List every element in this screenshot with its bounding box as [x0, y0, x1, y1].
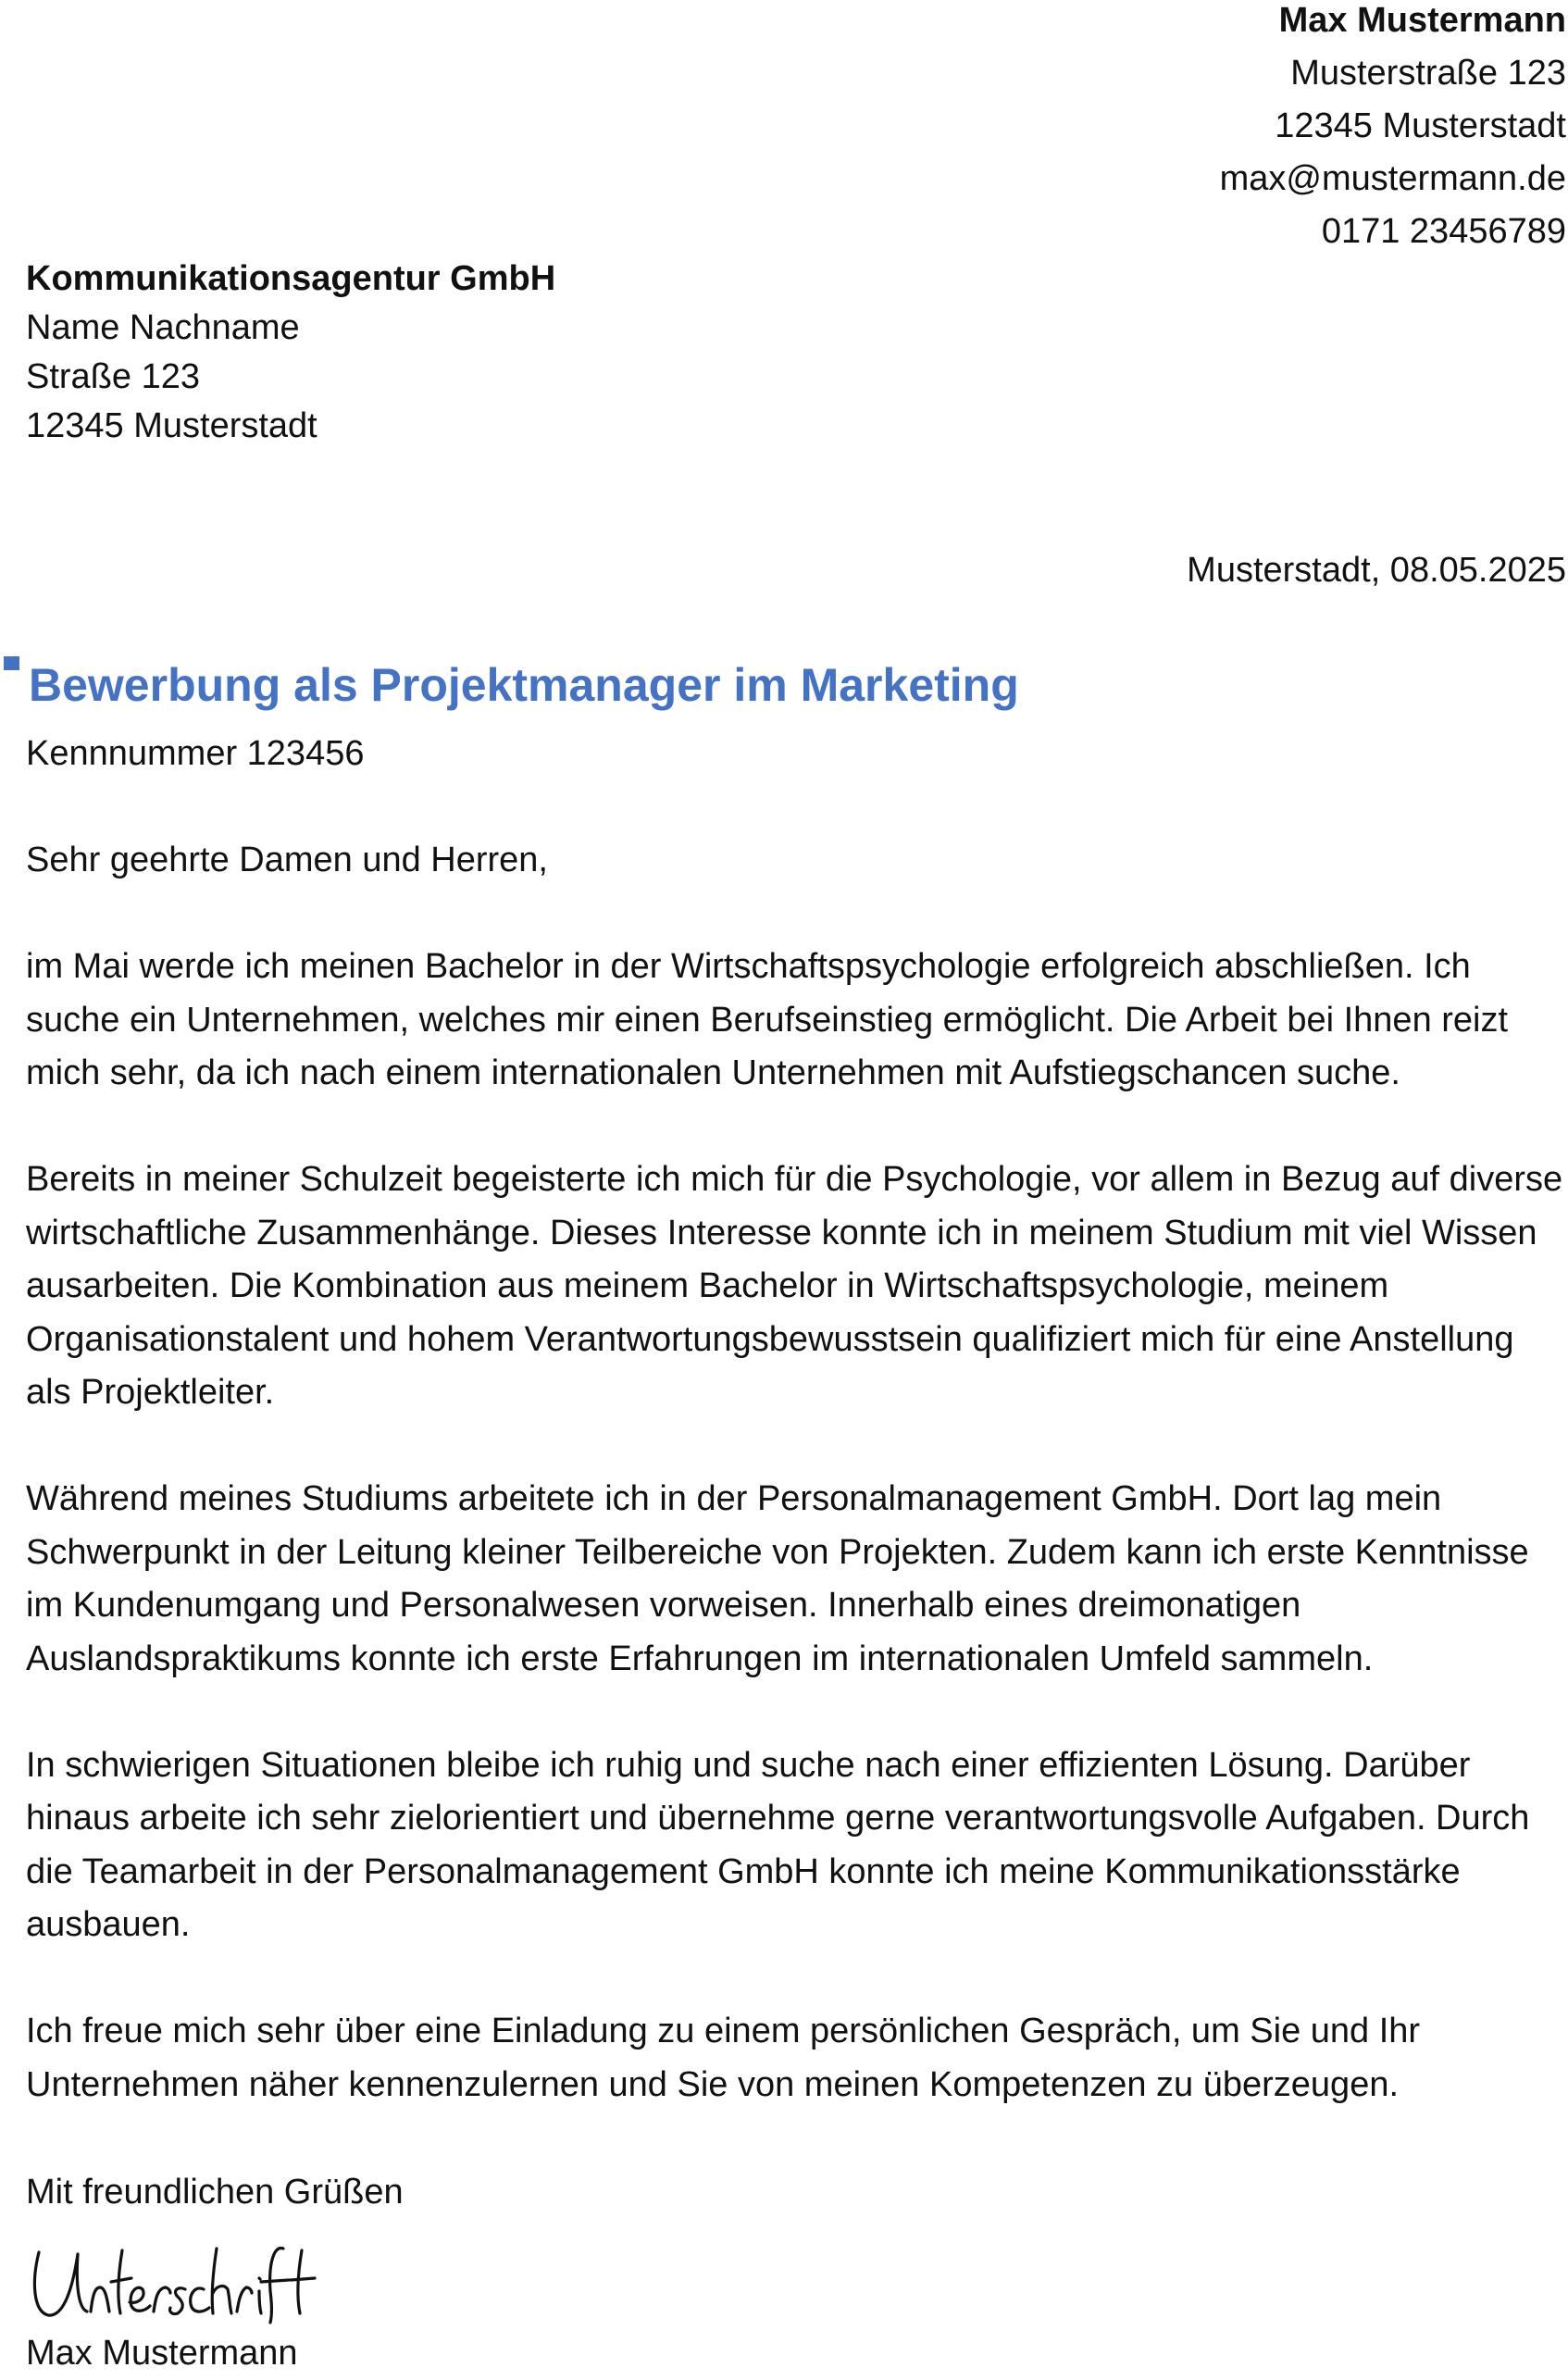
salutation: Sehr geehrte Damen und Herren,: [26, 841, 548, 879]
closing-phrase: Mit freundlichen Grüßen: [26, 2173, 404, 2212]
sender-phone: 0171 23456789: [1321, 212, 1566, 251]
body-paragraph: Bereits in meiner Schulzeit begeisterte ich mich für die Psychologie, vor allem in Bezug auf diverse wirtschaftliche Zusammenhänge. Dieses Interesse konnte ich in meinem Studium mit viel Wissen ausarbeiten. Die Kombination aus meinem Bachelor in Wirtschaftspsychologie, meinem Organisationstalent und hohem Verantwortungsbewusstsein qualifiziert mich für eine Anstellung als Projektleiter.: [26, 1160, 1563, 1412]
body-paragraph: Während meines Studiums arbeitete ich in der Personalmanagement GmbH. Dort lag mein Schwerpunkt in der Leitung kleiner Teilbereiche von Projekten. Zudem kann ich erste Kenntnisse im Kundenumgang und Personalwesen vorweisen. Innerhalb eines dreimonatigen Auslandspraktikums konnte ich erste Erfahrungen im internationalen Umfeld sammeln.: [26, 1479, 1529, 1678]
recipient-contact: Name Nachname: [26, 308, 300, 347]
heading-marker: [4, 656, 19, 670]
letter-body: [26, 834, 1566, 2112]
body-paragraph: In schwierigen Situationen bleibe ich ruhig und suche nach einer effizienten Lösung. Darüber hinaus arbeite ich sehr zielorientiert und übernehme gerne verantwortungsvolle Aufgaben. Durch die Teamarbeit in der Personalmanagement GmbH konnte ich meine Kommunikationsstärke ausbauen.: [26, 1745, 1530, 1944]
signature-image: [26, 2226, 322, 2328]
letter-date: Musterstadt, 08.05.2025: [1187, 551, 1566, 590]
reference-number: Kennnummer 123456: [26, 734, 365, 773]
subject-heading: Bewerbung als Projektmanager im Marketing: [29, 659, 1019, 711]
sender-street: Musterstraße 123: [1290, 54, 1566, 93]
recipient-street: Straße 123: [26, 357, 200, 396]
sender-email: max@mustermann.de: [1219, 159, 1566, 198]
recipient-city: 12345 Musterstadt: [26, 406, 317, 445]
recipient-block: [26, 255, 555, 451]
body-paragraph: im Mai werde ich meinen Bachelor in der Wirtschaftspsychologie erfolgreich abschließen. Ich suche ein Unternehmen, welches mir einen Berufseinstieg ermöglicht. Die Arbeit bei Ihnen reizt mich sehr, da ich nach einem internationalen Unternehmen mit Aufstiegschancen suche.: [26, 947, 1509, 1092]
sender-block: [1220, 0, 1566, 258]
sender-city: 12345 Musterstadt: [1275, 106, 1566, 145]
recipient-company: Kommunikationsagentur GmbH: [26, 259, 556, 298]
body-paragraph: Ich freue mich sehr über eine Einladung zu einem persönlichen Gespräch, um Sie und Ihr Unternehmen näher kennenzulernen und Sie von meinen Kompetenzen zu überzeugen.: [26, 2012, 1421, 2104]
sender-name: Max Mustermann: [1278, 1, 1566, 40]
signer-name: Max Mustermann: [26, 2334, 298, 2373]
